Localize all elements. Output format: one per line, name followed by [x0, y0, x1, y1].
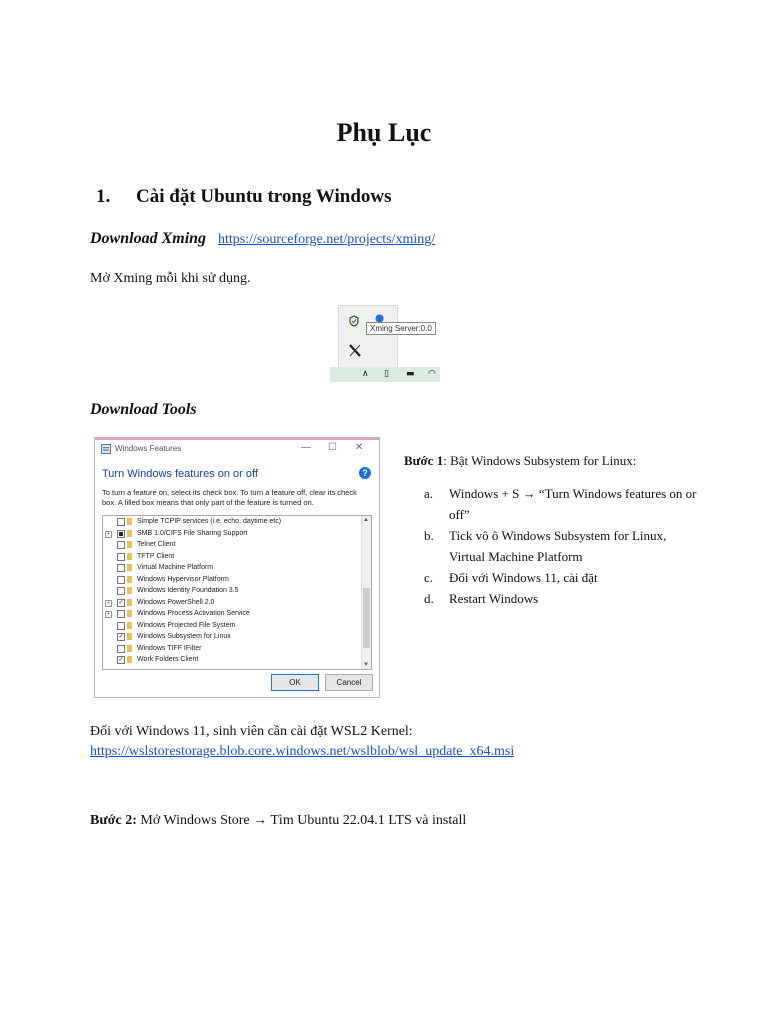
xming-note: Mở Xming mỗi khi sử dụng. [90, 271, 251, 286]
expand-icon[interactable]: + [105, 611, 112, 618]
scroll-down-icon[interactable]: ▼ [363, 662, 369, 668]
list-item [404, 588, 704, 609]
step2-text: Mở Windows Store → Tìm Ubuntu 22.04.1 LTS và install [136, 813, 467, 828]
feature-row[interactable] [103, 608, 371, 620]
feature-label: Windows Subsystem for Linux [137, 633, 231, 640]
feature-label: Work Folders Client [137, 656, 199, 663]
folder-icon [127, 656, 132, 663]
chevron-up-icon[interactable]: ∧ [362, 369, 369, 379]
feature-checkbox[interactable] [117, 518, 125, 526]
tools-label: Download Tools [90, 401, 197, 418]
minimize-icon[interactable]: — [301, 442, 311, 453]
step1-label: Bước 1 [404, 453, 444, 468]
feature-checkbox[interactable] [117, 541, 125, 549]
feature-label: Windows Process Activation Service [137, 610, 250, 617]
feature-checkbox[interactable] [117, 576, 125, 584]
wsl-kernel-link[interactable]: https://wslstorestorage.blob.core.windows.net/wslblob/wsl_update_x64.msi [90, 744, 515, 759]
folder-icon [127, 518, 132, 525]
step1-block [404, 453, 704, 609]
feature-label: Windows Identity Foundation 3.5 [137, 587, 239, 594]
folder-icon [127, 564, 132, 571]
list-marker: a. [424, 486, 434, 501]
feature-label: Windows Projected File System [137, 621, 236, 629]
wifi-icon[interactable]: ◠ [428, 369, 436, 379]
feature-row[interactable] [103, 585, 371, 597]
windows-features-dialog [94, 437, 380, 698]
folder-icon [127, 633, 132, 640]
list-item [404, 483, 704, 525]
battery-icon[interactable]: ▬ [406, 369, 415, 379]
list-marker: c. [424, 570, 434, 585]
feature-row[interactable] [103, 562, 371, 574]
feature-label: Windows TIFF IFilter [137, 644, 202, 652]
list-marker: d. [424, 591, 434, 606]
folder-icon [127, 541, 132, 548]
feature-checkbox[interactable] [117, 553, 125, 561]
features-scrollbar[interactable] [361, 516, 371, 669]
ok-button[interactable]: OK [271, 674, 319, 691]
list-item-text: Đối với Windows 11, cài đặt [449, 570, 598, 585]
scrollbar-thumb[interactable] [363, 588, 370, 648]
feature-row[interactable] [103, 574, 371, 586]
list-marker: b. [424, 528, 434, 543]
step2-line [90, 813, 466, 829]
section-title: Cài đặt Ubuntu trong Windows [136, 186, 392, 207]
list-item-text: Restart Windows [449, 591, 539, 606]
shield-icon [348, 315, 360, 327]
xming-icon[interactable] [349, 344, 361, 357]
xming-label: Download Xming [90, 230, 207, 247]
window-app-icon [101, 444, 111, 454]
dialog-titlebar [95, 438, 379, 462]
list-item [404, 567, 704, 588]
feature-label: Windows PowerShell 2.0 [137, 598, 215, 606]
feature-label: SMB 1.0/CIFS File Sharing Support [137, 529, 248, 537]
feature-checkbox[interactable] [117, 587, 125, 595]
folder-icon [127, 599, 132, 606]
feature-checkbox[interactable] [117, 530, 125, 538]
list-item-text: Tick vô ô Windows Subsystem for Linux, Virtual Machine Platform [449, 528, 667, 564]
device-icon[interactable]: ▯ [384, 369, 389, 379]
step1-text: : Bật Windows Subsystem for Linux: [443, 453, 637, 468]
feature-checkbox[interactable] [117, 564, 125, 572]
scroll-up-icon[interactable]: ▲ [363, 517, 369, 523]
step1-list [404, 483, 704, 609]
feature-row[interactable] [103, 597, 371, 609]
feature-row[interactable] [103, 539, 371, 551]
feature-checkbox[interactable]: ✓ [118, 634, 124, 640]
folder-icon [127, 576, 132, 583]
feature-checkbox[interactable] [117, 622, 125, 630]
feature-checkbox[interactable]: ✓ [118, 657, 124, 663]
feature-checkbox[interactable]: ✓ [118, 599, 124, 606]
feature-label: Telnet Client [137, 541, 176, 548]
dialog-window-title: Windows Features [115, 444, 182, 453]
features-list [102, 515, 372, 670]
feature-row[interactable] [103, 528, 371, 540]
xming-link[interactable]: https://sourceforge.net/projects/xming/ [218, 232, 436, 247]
help-icon[interactable]: ? [359, 467, 371, 479]
section-heading [96, 186, 392, 208]
cancel-button[interactable]: Cancel [325, 674, 373, 691]
folder-icon [127, 587, 132, 594]
feature-row[interactable] [103, 620, 371, 632]
feature-row[interactable] [103, 631, 371, 643]
list-item [404, 525, 704, 567]
xming-tray-screenshot [330, 305, 440, 382]
folder-icon [127, 622, 132, 629]
folder-icon [127, 553, 132, 560]
folder-icon [127, 530, 132, 537]
list-item-text: Windows + S → “Turn Windows features on or off” [449, 486, 697, 522]
feature-checkbox[interactable] [117, 645, 125, 653]
step1-heading [404, 453, 704, 469]
wsl-note: Đối với Windows 11, sinh viên cần cài đặt WSL2 Kernel: [90, 724, 413, 739]
close-icon[interactable]: ✕ [355, 442, 364, 453]
feature-checkbox[interactable] [117, 610, 125, 618]
folder-icon [127, 610, 132, 617]
feature-label: Windows Hypervisor Platform [137, 575, 229, 583]
dialog-heading: Turn Windows features on or off [102, 468, 258, 480]
feature-label: Simple TCPIP services (i.e. echo, daytime etc) [137, 518, 282, 525]
xming-download-line [90, 230, 435, 248]
dialog-description: To turn a feature on, select its check box. To turn a feature off, clear its check box. A filled box means that only part of the feature is turned on. [102, 488, 357, 507]
feature-label: TFTP Client [137, 552, 175, 560]
step2-label: Bước 2: [90, 813, 137, 828]
folder-icon [127, 645, 132, 652]
expand-icon[interactable]: + [105, 600, 112, 607]
expand-icon[interactable]: + [105, 531, 112, 538]
maximize-icon[interactable]: ☐ [328, 442, 337, 453]
xming-tooltip: Xming Server:0.0 [366, 322, 436, 335]
section-number: 1. [96, 186, 111, 207]
tray-overflow-panel [338, 305, 398, 369]
feature-row[interactable] [103, 643, 371, 655]
feature-row[interactable] [103, 551, 371, 563]
page-title: Phụ Lục [336, 118, 432, 147]
feature-row[interactable] [103, 516, 371, 528]
feature-row[interactable] [103, 654, 371, 666]
feature-label: Virtual Machine Platform [137, 564, 214, 571]
taskbar-strip [330, 367, 440, 382]
